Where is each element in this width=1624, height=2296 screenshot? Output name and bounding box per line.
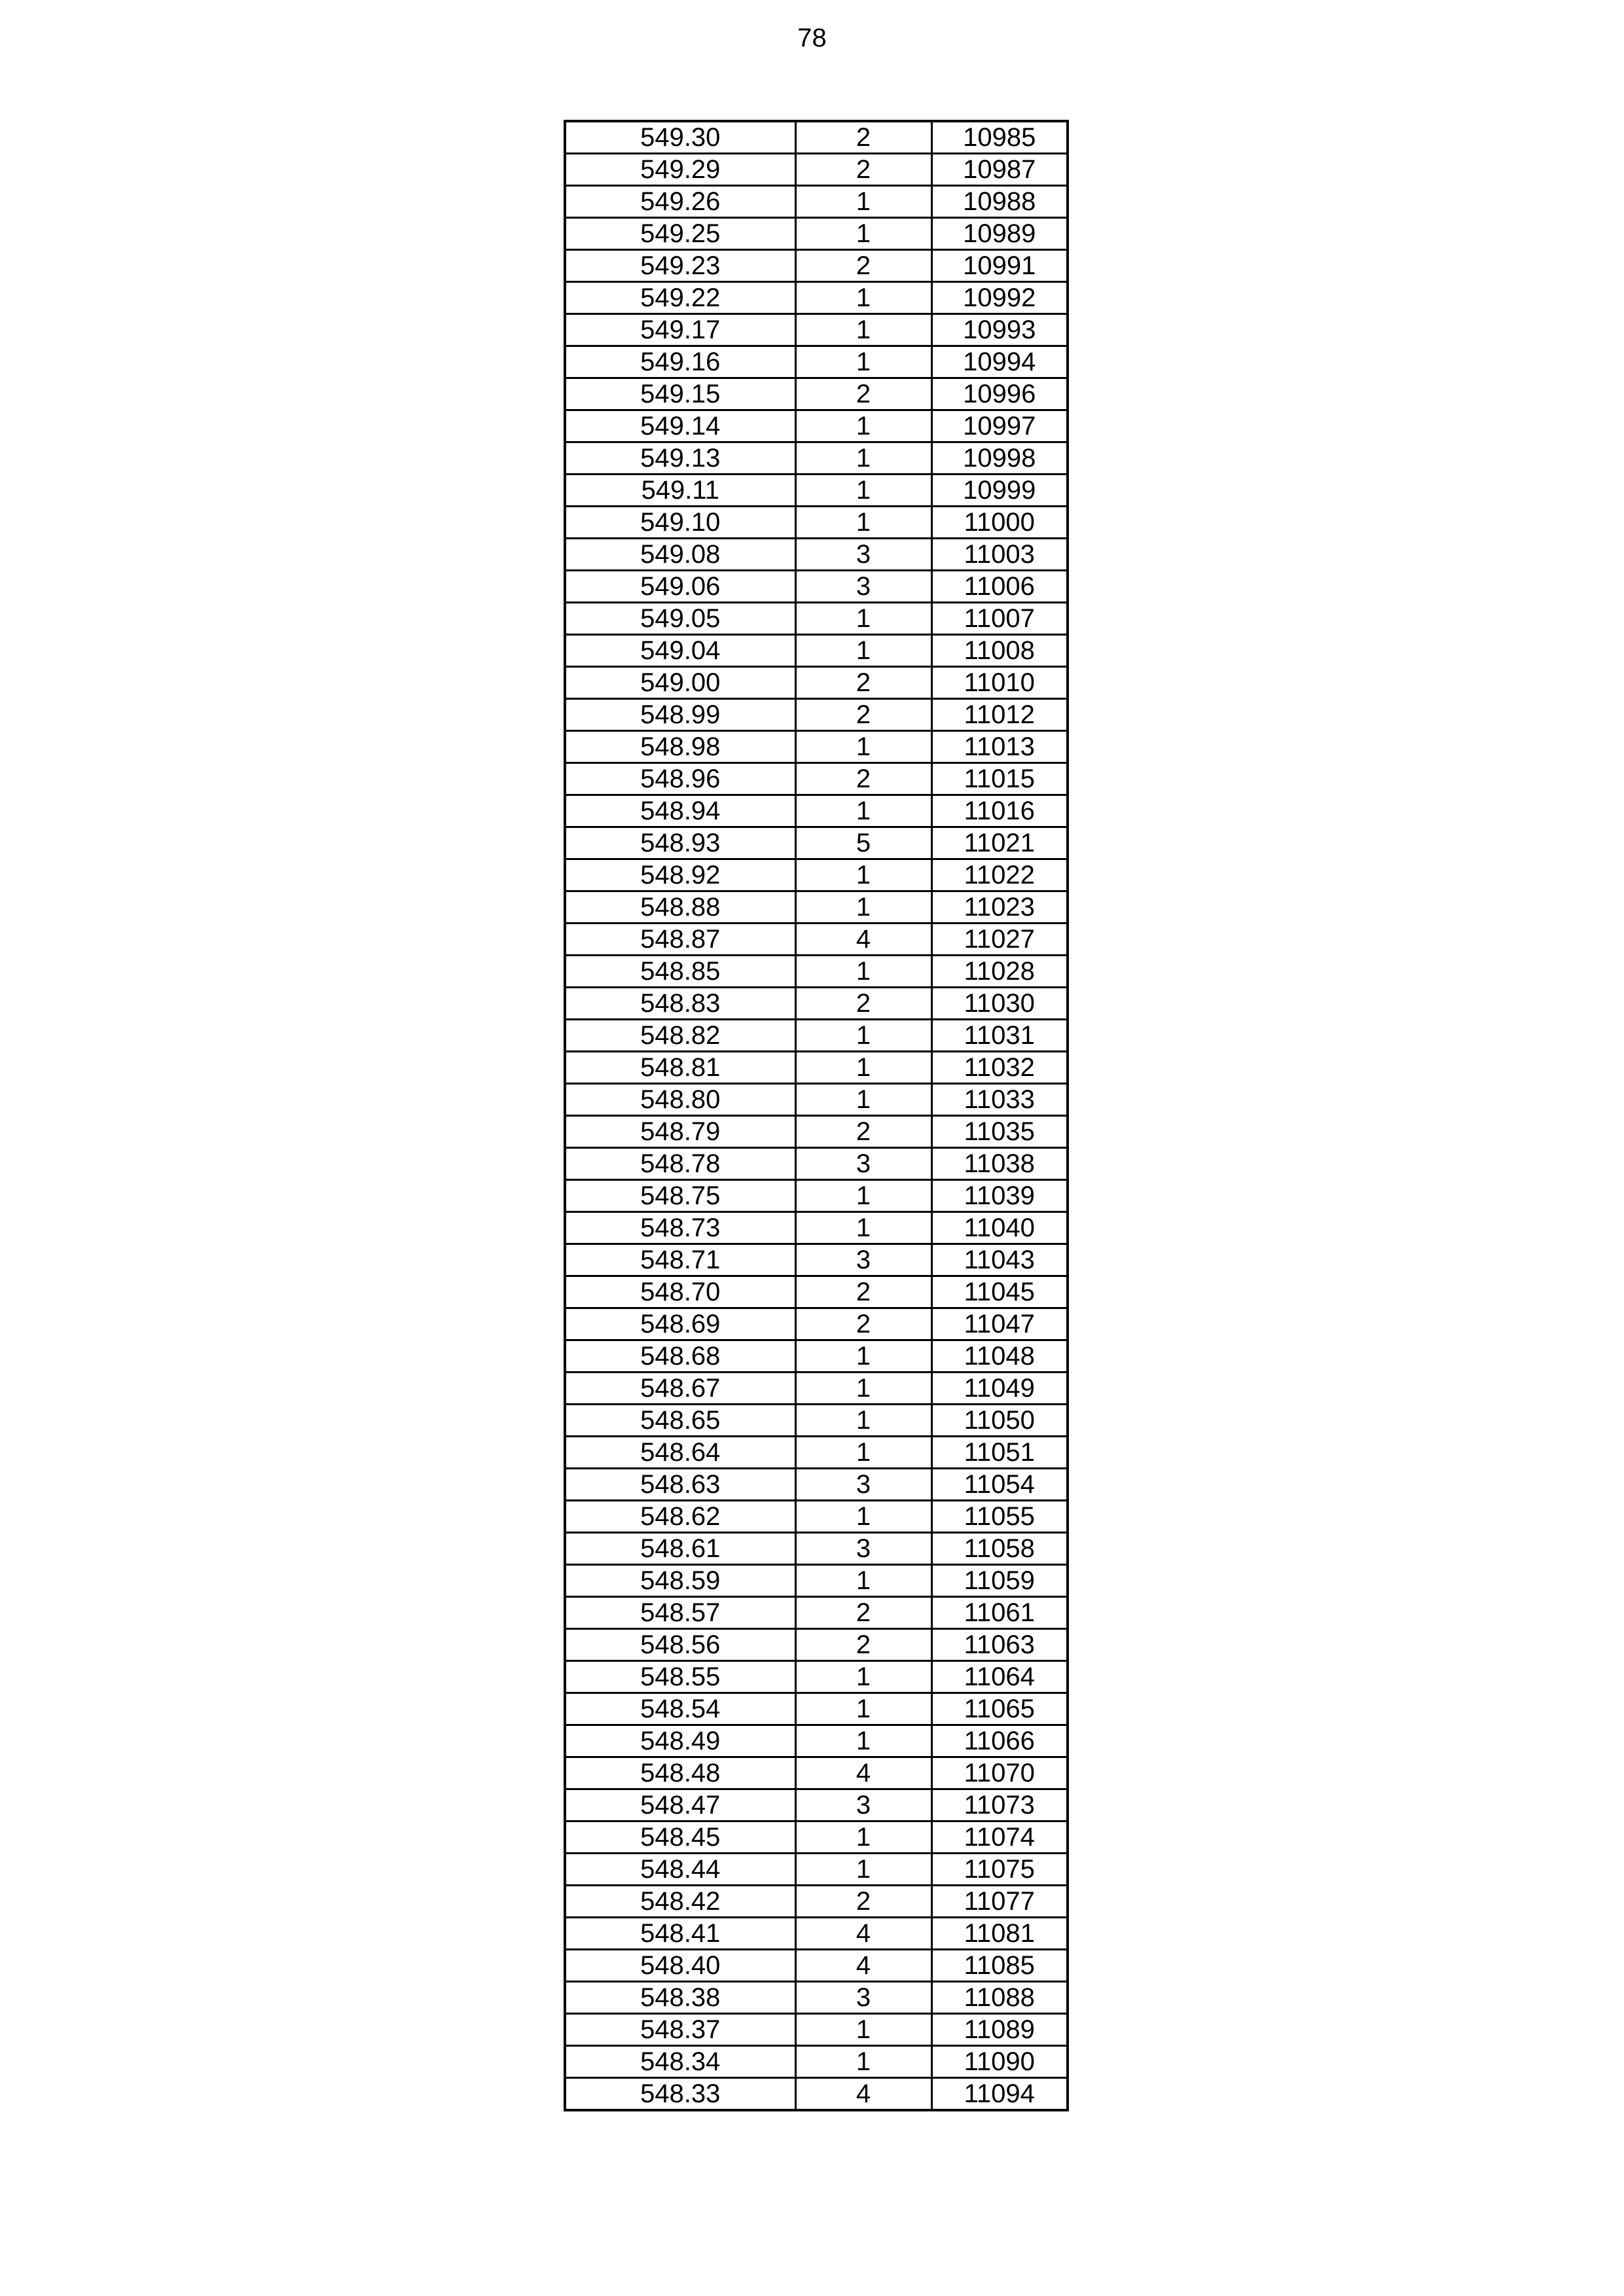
cumulative-cell: 11027	[931, 924, 1068, 956]
table-row	[565, 603, 1068, 635]
count-cell: 1	[795, 1501, 931, 1533]
value-cell: 548.64	[565, 1437, 795, 1469]
cumulative-cell: 11048	[931, 1340, 1068, 1372]
count-cell: 4	[795, 1918, 931, 1950]
value-cell: 548.37	[565, 2014, 795, 2046]
table-row	[565, 731, 1068, 763]
value-cell: 548.63	[565, 1469, 795, 1501]
value-cell: 548.40	[565, 1950, 795, 1982]
count-cell: 1	[795, 2014, 931, 2046]
table-row	[565, 571, 1068, 603]
cumulative-cell: 11081	[931, 1918, 1068, 1950]
count-cell: 1	[795, 1565, 931, 1597]
table-row	[565, 1629, 1068, 1661]
count-cell: 2	[795, 1597, 931, 1629]
table-row	[565, 1437, 1068, 1469]
count-cell: 1	[795, 1854, 931, 1886]
table-row	[565, 1854, 1068, 1886]
count-cell: 1	[795, 603, 931, 635]
value-cell: 548.99	[565, 699, 795, 731]
value-cell: 548.33	[565, 2078, 795, 2111]
value-cell: 548.68	[565, 1340, 795, 1372]
table-body	[565, 121, 1068, 2110]
cumulative-cell: 11008	[931, 635, 1068, 667]
table-row	[565, 2078, 1068, 2111]
table-row	[565, 1661, 1068, 1693]
count-cell: 4	[795, 1950, 931, 1982]
count-cell: 2	[795, 763, 931, 795]
cumulative-cell: 10991	[931, 250, 1068, 282]
table-row	[565, 1821, 1068, 1854]
count-cell: 2	[795, 1308, 931, 1340]
table-row	[565, 891, 1068, 924]
value-cell: 548.47	[565, 1789, 795, 1821]
count-cell: 2	[795, 121, 931, 154]
value-cell: 548.80	[565, 1084, 795, 1116]
value-cell: 548.34	[565, 2046, 795, 2078]
table-row	[565, 1405, 1068, 1437]
count-cell: 1	[795, 1693, 931, 1725]
table-row	[565, 1982, 1068, 2014]
table-row	[565, 667, 1068, 699]
table-row	[565, 2046, 1068, 2078]
table-row	[565, 1757, 1068, 1789]
count-cell: 4	[795, 2078, 931, 2111]
cumulative-cell: 11023	[931, 891, 1068, 924]
table-row	[565, 1308, 1068, 1340]
table-row	[565, 186, 1068, 218]
count-cell: 1	[795, 1372, 931, 1405]
value-cell: 549.11	[565, 475, 795, 507]
value-cell: 549.29	[565, 154, 795, 186]
count-cell: 2	[795, 1116, 931, 1148]
value-cell: 549.23	[565, 250, 795, 282]
value-cell: 548.85	[565, 956, 795, 988]
count-cell: 1	[795, 186, 931, 218]
cumulative-cell: 11022	[931, 859, 1068, 891]
count-cell: 3	[795, 571, 931, 603]
value-cell: 549.30	[565, 121, 795, 154]
table-row	[565, 154, 1068, 186]
cumulative-cell: 11055	[931, 1501, 1068, 1533]
count-cell: 2	[795, 667, 931, 699]
count-cell: 1	[795, 1084, 931, 1116]
count-cell: 1	[795, 1405, 931, 1437]
value-cell: 548.57	[565, 1597, 795, 1629]
count-cell: 1	[795, 346, 931, 378]
cumulative-cell: 11073	[931, 1789, 1068, 1821]
cumulative-cell: 11016	[931, 795, 1068, 827]
cumulative-cell: 11059	[931, 1565, 1068, 1597]
table-row	[565, 1469, 1068, 1501]
table-row	[565, 1693, 1068, 1725]
count-cell: 4	[795, 1757, 931, 1789]
count-cell: 1	[795, 442, 931, 475]
count-cell: 3	[795, 1469, 931, 1501]
count-cell: 1	[795, 1052, 931, 1084]
value-cell: 548.78	[565, 1148, 795, 1180]
cumulative-cell: 11043	[931, 1244, 1068, 1276]
table-row	[565, 1052, 1068, 1084]
count-cell: 3	[795, 1789, 931, 1821]
table-row	[565, 1372, 1068, 1405]
value-cell: 548.87	[565, 924, 795, 956]
table-row	[565, 1276, 1068, 1308]
value-cell: 549.13	[565, 442, 795, 475]
cumulative-cell: 11090	[931, 2046, 1068, 2078]
count-cell: 1	[795, 891, 931, 924]
value-cell: 549.06	[565, 571, 795, 603]
cumulative-cell: 10988	[931, 186, 1068, 218]
value-cell: 548.70	[565, 1276, 795, 1308]
value-cell: 549.10	[565, 507, 795, 539]
count-cell: 4	[795, 924, 931, 956]
value-cell: 548.88	[565, 891, 795, 924]
count-cell: 1	[795, 859, 931, 891]
count-cell: 1	[795, 1725, 931, 1757]
value-cell: 548.38	[565, 1982, 795, 2014]
value-cell: 548.55	[565, 1661, 795, 1693]
cumulative-cell: 11088	[931, 1982, 1068, 2014]
cumulative-cell: 11070	[931, 1757, 1068, 1789]
cumulative-cell: 11031	[931, 1020, 1068, 1052]
cumulative-cell: 11061	[931, 1597, 1068, 1629]
cumulative-cell: 10996	[931, 378, 1068, 410]
value-cell: 548.73	[565, 1212, 795, 1244]
value-cell: 549.16	[565, 346, 795, 378]
value-cell: 549.00	[565, 667, 795, 699]
value-cell: 548.67	[565, 1372, 795, 1405]
table-row	[565, 250, 1068, 282]
cumulative-cell: 11040	[931, 1212, 1068, 1244]
table-row	[565, 1501, 1068, 1533]
table-row	[565, 1789, 1068, 1821]
cumulative-cell: 11085	[931, 1950, 1068, 1982]
value-cell: 549.15	[565, 378, 795, 410]
cumulative-cell: 10998	[931, 442, 1068, 475]
count-cell: 1	[795, 1340, 931, 1372]
count-cell: 1	[795, 635, 931, 667]
count-cell: 3	[795, 1982, 931, 2014]
value-cell: 549.05	[565, 603, 795, 635]
cumulative-cell: 11050	[931, 1405, 1068, 1437]
cumulative-cell: 11028	[931, 956, 1068, 988]
count-cell: 3	[795, 1244, 931, 1276]
table-row	[565, 956, 1068, 988]
value-cell: 548.42	[565, 1886, 795, 1918]
table-row	[565, 988, 1068, 1020]
count-cell: 1	[795, 507, 931, 539]
value-cell: 548.48	[565, 1757, 795, 1789]
table-row	[565, 282, 1068, 314]
value-cell: 549.08	[565, 539, 795, 571]
value-cell: 549.25	[565, 218, 795, 250]
table-row	[565, 1212, 1068, 1244]
value-cell: 548.96	[565, 763, 795, 795]
data-table	[564, 120, 1069, 2111]
cumulative-cell: 11030	[931, 988, 1068, 1020]
cumulative-cell: 11075	[931, 1854, 1068, 1886]
cumulative-cell: 11054	[931, 1469, 1068, 1501]
value-cell: 549.04	[565, 635, 795, 667]
cumulative-cell: 11045	[931, 1276, 1068, 1308]
cumulative-cell: 11065	[931, 1693, 1068, 1725]
value-cell: 548.81	[565, 1052, 795, 1084]
table-row	[565, 699, 1068, 731]
value-cell: 548.62	[565, 1501, 795, 1533]
table-row	[565, 1244, 1068, 1276]
table-row	[565, 1725, 1068, 1757]
table-row	[565, 121, 1068, 154]
cumulative-cell: 11089	[931, 2014, 1068, 2046]
value-cell: 548.93	[565, 827, 795, 859]
value-cell: 548.49	[565, 1725, 795, 1757]
count-cell: 1	[795, 956, 931, 988]
value-cell: 548.41	[565, 1918, 795, 1950]
cumulative-cell: 11077	[931, 1886, 1068, 1918]
cumulative-cell: 10989	[931, 218, 1068, 250]
value-cell: 548.69	[565, 1308, 795, 1340]
count-cell: 1	[795, 1437, 931, 1469]
table-row	[565, 1565, 1068, 1597]
value-cell: 548.59	[565, 1565, 795, 1597]
table-row	[565, 795, 1068, 827]
table-row	[565, 410, 1068, 442]
count-cell: 2	[795, 1886, 931, 1918]
cumulative-cell: 11058	[931, 1533, 1068, 1565]
value-cell: 548.83	[565, 988, 795, 1020]
table-row	[565, 1950, 1068, 1982]
cumulative-cell: 11021	[931, 827, 1068, 859]
table-row	[565, 442, 1068, 475]
cumulative-cell: 11015	[931, 763, 1068, 795]
count-cell: 2	[795, 378, 931, 410]
table-row	[565, 635, 1068, 667]
table-row	[565, 763, 1068, 795]
value-cell: 548.56	[565, 1629, 795, 1661]
cumulative-cell: 11049	[931, 1372, 1068, 1405]
value-cell: 549.14	[565, 410, 795, 442]
table-row	[565, 1148, 1068, 1180]
cumulative-cell: 11063	[931, 1629, 1068, 1661]
cumulative-cell: 11013	[931, 731, 1068, 763]
value-cell: 548.45	[565, 1821, 795, 1854]
cumulative-cell: 10994	[931, 346, 1068, 378]
count-cell: 1	[795, 2046, 931, 2078]
cumulative-cell: 11000	[931, 507, 1068, 539]
value-cell: 549.17	[565, 314, 795, 346]
cumulative-cell: 11051	[931, 1437, 1068, 1469]
count-cell: 1	[795, 795, 931, 827]
cumulative-cell: 11007	[931, 603, 1068, 635]
table-row	[565, 1180, 1068, 1212]
count-cell: 2	[795, 988, 931, 1020]
cumulative-cell: 10993	[931, 314, 1068, 346]
count-cell: 1	[795, 731, 931, 763]
count-cell: 1	[795, 1180, 931, 1212]
table-row	[565, 218, 1068, 250]
count-cell: 1	[795, 314, 931, 346]
table-row	[565, 475, 1068, 507]
value-cell: 548.82	[565, 1020, 795, 1052]
table-row	[565, 539, 1068, 571]
table-row	[565, 346, 1068, 378]
count-cell: 5	[795, 827, 931, 859]
table-row	[565, 1116, 1068, 1148]
table-row	[565, 924, 1068, 956]
cumulative-cell: 11012	[931, 699, 1068, 731]
value-cell: 548.54	[565, 1693, 795, 1725]
count-cell: 3	[795, 1533, 931, 1565]
table-row	[565, 507, 1068, 539]
cumulative-cell: 10997	[931, 410, 1068, 442]
value-cell: 549.22	[565, 282, 795, 314]
table-row	[565, 827, 1068, 859]
count-cell: 1	[795, 218, 931, 250]
table-row	[565, 1533, 1068, 1565]
value-cell: 548.92	[565, 859, 795, 891]
count-cell: 1	[795, 475, 931, 507]
count-cell: 2	[795, 250, 931, 282]
cumulative-cell: 11038	[931, 1148, 1068, 1180]
table-row	[565, 1340, 1068, 1372]
count-cell: 3	[795, 1148, 931, 1180]
table-row	[565, 859, 1068, 891]
table-row	[565, 1084, 1068, 1116]
value-cell: 548.98	[565, 731, 795, 763]
cumulative-cell: 11033	[931, 1084, 1068, 1116]
cumulative-cell: 11064	[931, 1661, 1068, 1693]
value-cell: 548.94	[565, 795, 795, 827]
table-row	[565, 1918, 1068, 1950]
count-cell: 2	[795, 154, 931, 186]
table-row	[565, 1597, 1068, 1629]
count-cell: 2	[795, 1276, 931, 1308]
count-cell: 1	[795, 1020, 931, 1052]
cumulative-cell: 11035	[931, 1116, 1068, 1148]
table-row	[565, 1886, 1068, 1918]
table-row	[565, 314, 1068, 346]
table-row	[565, 2014, 1068, 2046]
cumulative-cell: 11032	[931, 1052, 1068, 1084]
count-cell: 2	[795, 1629, 931, 1661]
value-cell: 549.26	[565, 186, 795, 218]
cumulative-cell: 11074	[931, 1821, 1068, 1854]
count-cell: 1	[795, 1821, 931, 1854]
cumulative-cell: 10987	[931, 154, 1068, 186]
count-cell: 3	[795, 539, 931, 571]
value-cell: 548.79	[565, 1116, 795, 1148]
count-cell: 1	[795, 410, 931, 442]
cumulative-cell: 11003	[931, 539, 1068, 571]
value-cell: 548.75	[565, 1180, 795, 1212]
cumulative-cell: 11010	[931, 667, 1068, 699]
count-cell: 1	[795, 1212, 931, 1244]
value-cell: 548.61	[565, 1533, 795, 1565]
cumulative-cell: 11006	[931, 571, 1068, 603]
cumulative-cell: 10999	[931, 475, 1068, 507]
count-cell: 1	[795, 282, 931, 314]
value-cell: 548.65	[565, 1405, 795, 1437]
cumulative-cell: 11094	[931, 2078, 1068, 2111]
page-number: 78	[797, 24, 827, 52]
cumulative-cell: 11039	[931, 1180, 1068, 1212]
count-cell: 2	[795, 699, 931, 731]
count-cell: 1	[795, 1661, 931, 1693]
table-row	[565, 1020, 1068, 1052]
value-cell: 548.44	[565, 1854, 795, 1886]
cumulative-cell: 10985	[931, 121, 1068, 154]
table-row	[565, 378, 1068, 410]
cumulative-cell: 11066	[931, 1725, 1068, 1757]
value-cell: 548.71	[565, 1244, 795, 1276]
cumulative-cell: 10992	[931, 282, 1068, 314]
cumulative-cell: 11047	[931, 1308, 1068, 1340]
